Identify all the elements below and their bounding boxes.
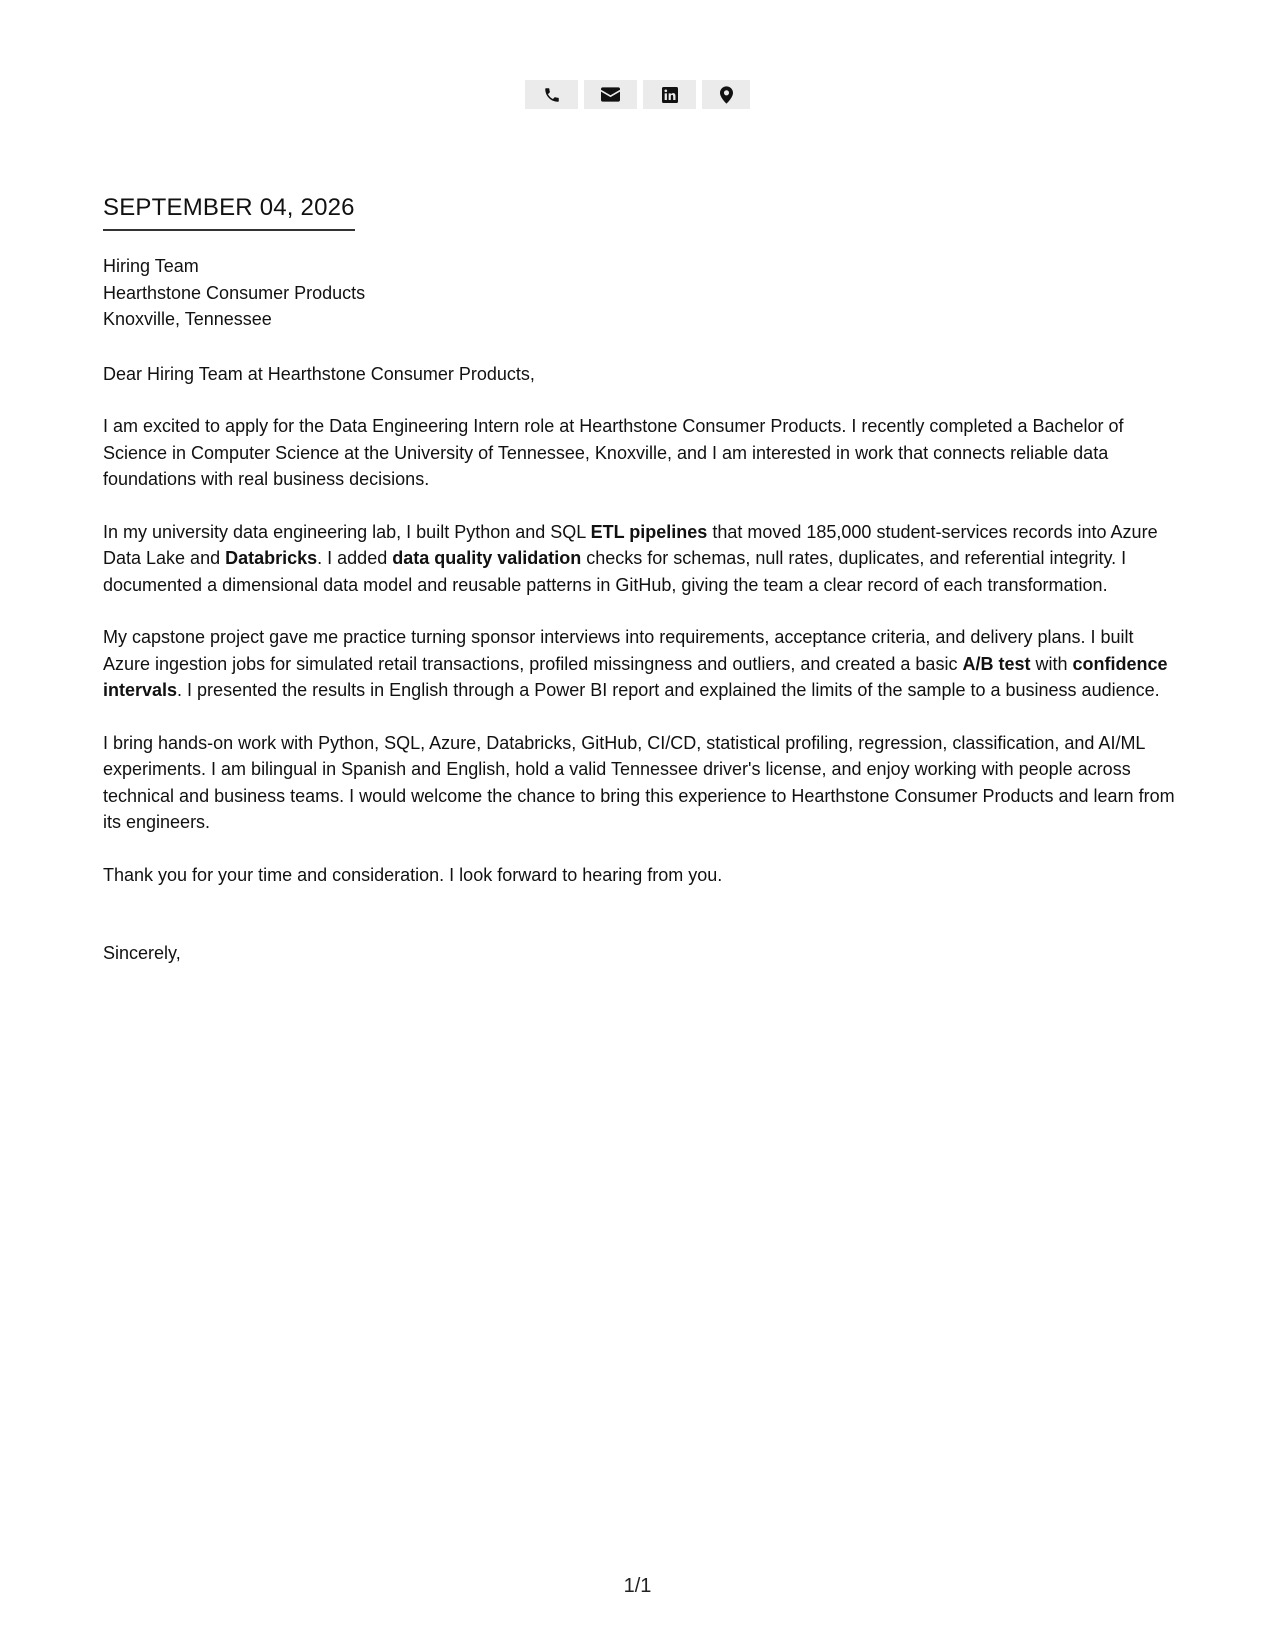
letter-date: SEPTEMBER 04, 2026	[103, 193, 355, 231]
paragraph-text: that moved 185,000 student-services records into Azure Data Lake and	[103, 521, 1158, 568]
closing: Sincerely,	[103, 943, 181, 963]
paragraph-text: . I added	[317, 548, 393, 568]
recipient-company: Hearthstone Consumer Products	[103, 282, 366, 303]
paragraph-text: Thank you for your time and consideration. I look forward to hearing from you.	[103, 864, 723, 885]
recipient-location: Knoxville, Tennessee	[103, 309, 272, 329]
map-pin-icon	[720, 86, 733, 104]
keyword-confidence-intervals: confidence intervals	[103, 653, 1168, 700]
paragraph-intro	[103, 413, 1183, 493]
envelope-icon	[601, 87, 620, 102]
paragraph-capstone	[103, 624, 1183, 704]
paragraph-text: . I presented the results in English through a Power BI report and explained the limits of the sample to a business audience.	[177, 680, 1160, 700]
phone-link[interactable]	[525, 80, 578, 109]
recipient-block	[103, 253, 1183, 333]
paragraph-text: I bring hands-on work with Python, SQL, Azure, Databricks, GitHub, CI/CD, statistical profiling, regression, classification, and AI/ML experiments. I am bilingual in Spanish and English, hold a valid Tennessee driver's license, and enjoy working with people across technical and business teams. I would welcome the chance to bring this experience to Hearthstone Consumer Products and learn from its engineers.	[103, 732, 1175, 832]
keyword-data-quality: data quality validation	[392, 548, 582, 568]
email-link[interactable]	[584, 80, 637, 109]
linkedin-link[interactable]	[643, 80, 696, 109]
keyword-ab-test: A/B test	[962, 653, 1031, 674]
recipient-name: Hiring Team	[103, 256, 199, 276]
page-number: 1/1	[623, 1575, 652, 1597]
keyword-etl-pipelines: ETL pipelines	[590, 521, 708, 542]
paragraph-thanks	[103, 862, 1183, 889]
contact-icon-bar	[525, 80, 750, 109]
linkedin-icon	[662, 87, 678, 103]
phone-icon	[543, 86, 561, 104]
salutation: Dear Hiring Team at Hearthstone Consumer Products,	[103, 363, 535, 384]
paragraph-lab-experience	[103, 519, 1183, 599]
paragraph-text: My capstone project gave me practice turning sponsor interviews into requirements, acceptance criteria, and delivery plans. I built Azure ingestion jobs for simulated retail transactions, profiled missingness and outliers, and created a basic	[103, 627, 1134, 674]
paragraph-text: In my university data engineering lab, I built Python and SQL	[103, 521, 591, 542]
keyword-databricks: Databricks	[225, 548, 318, 568]
location-link[interactable]	[702, 80, 750, 109]
paragraph-text: with	[1030, 653, 1073, 674]
paragraph-text: checks for schemas, null rates, duplicates, and referential integrity. I documented a dimensional data model and reusable patterns in GitHub, giving the team a clear record of each transformation.	[103, 548, 1127, 595]
letter-body	[103, 253, 1183, 967]
paragraph-text: I am excited to apply for the Data Engineering Intern role at Hearthstone Consumer Products. I recently completed a Bachelor of Science in Computer Science at the University of Tennessee, Knoxville, and I am interested in work that connects reliable data foundations with real business decisions.	[103, 416, 1124, 489]
paragraph-skills	[103, 730, 1183, 836]
